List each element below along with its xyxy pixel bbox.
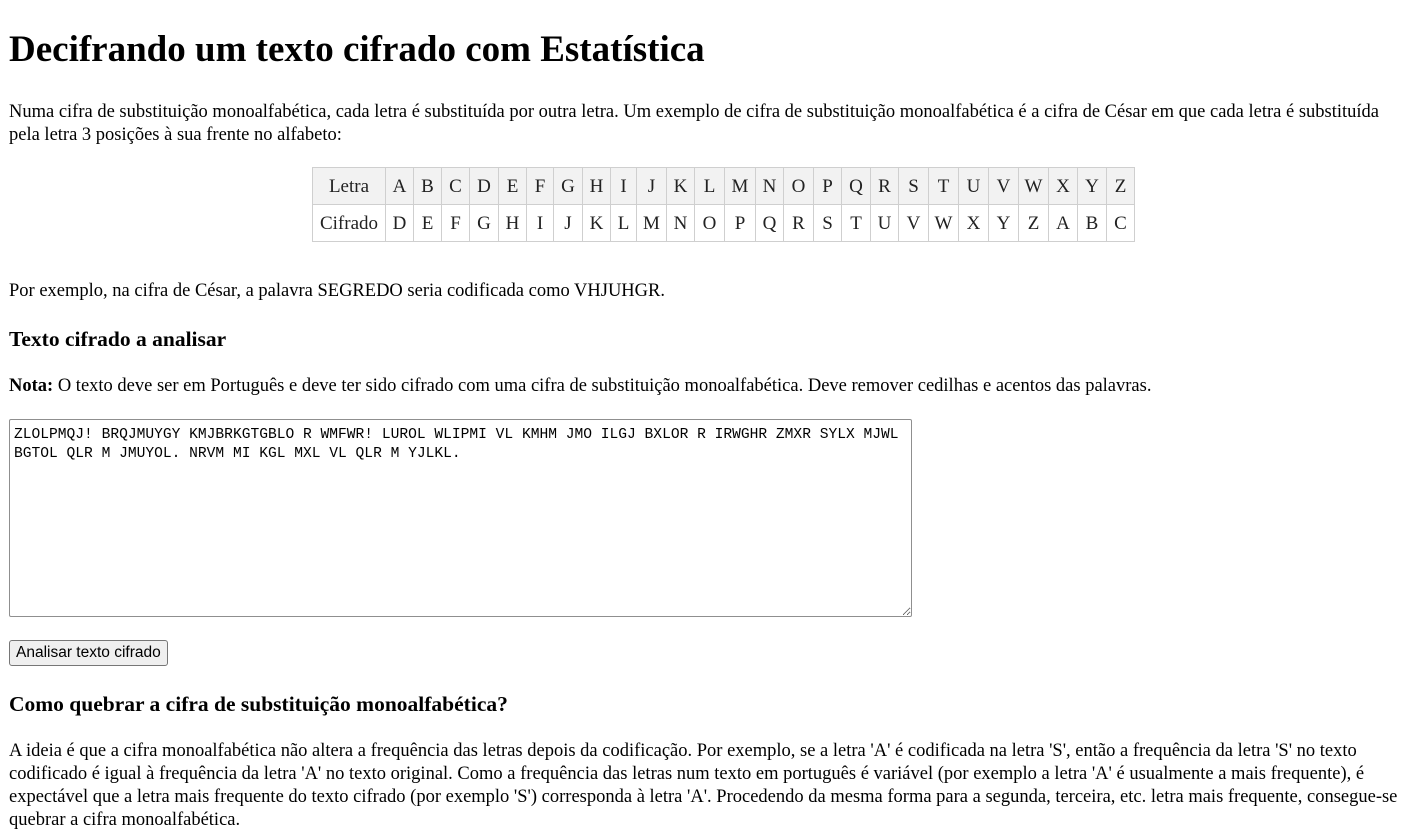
note-label: Nota:	[9, 376, 54, 396]
cipher-cell: F	[442, 205, 470, 242]
letter-cell: L	[695, 168, 725, 205]
letter-cell: M	[725, 168, 756, 205]
cipher-cell: M	[637, 205, 667, 242]
caesar-cipher-table	[312, 167, 1135, 242]
cipher-cell: L	[611, 205, 637, 242]
letter-cell: U	[959, 168, 989, 205]
cipher-cell: N	[667, 205, 695, 242]
cipher-cell: G	[470, 205, 499, 242]
analyze-button[interactable]: Analisar texto cifrado	[9, 640, 168, 666]
cipher-cell: C	[1107, 205, 1135, 242]
letter-cell: I	[611, 168, 637, 205]
letter-cell: C	[442, 168, 470, 205]
cipher-cell: V	[899, 205, 929, 242]
cipher-cell: E	[414, 205, 442, 242]
note-text: O texto deve ser em Português e deve ter sido cifrado com uma cifra de substituição monoalfabética. Deve remover cedilhas e acentos das palavras.	[53, 376, 1152, 396]
letter-cell: Y	[1078, 168, 1107, 205]
letter-cell: S	[899, 168, 929, 205]
letter-cell: J	[637, 168, 667, 205]
cipher-cell: O	[695, 205, 725, 242]
letter-cell: W	[1019, 168, 1049, 205]
input-section-heading: Texto cifrado a analisar	[9, 327, 227, 351]
cipher-cell: K	[583, 205, 611, 242]
example-paragraph: Por exemplo, na cifra de César, a palavra SEGREDO seria codificada como VHJUHGR.	[9, 281, 665, 301]
letter-cell: Q	[842, 168, 871, 205]
letter-cell: G	[554, 168, 583, 205]
cipher-cell: Q	[756, 205, 784, 242]
plain-letters-row	[313, 168, 1135, 205]
cipher-cell: Z	[1019, 205, 1049, 242]
note-paragraph	[9, 375, 1151, 398]
page-title: Decifrando um texto cifrado com Estatística	[9, 29, 705, 70]
letter-cell: O	[784, 168, 814, 205]
cipher-cell: B	[1078, 205, 1107, 242]
letter-cell: P	[814, 168, 842, 205]
howto-paragraph: A ideia é que a cifra monoalfabética não altera a frequência das letras depois da codificação. Por exemplo, se a letra 'A' é codificada na letra 'S', então a frequência da letra 'S' no texto codificado é igual à frequência da letra 'A' no texto original. Como a frequência das letras num texto em português é variável (por exemplo a letra 'A' é usualmente a mais frequente), é expectável que a letra mais frequente do texto cifrado (por exemplo 'S') corresponda à letra 'A'. Procedendo da mesma forma para a segunda, terceira, etc. letra mais frequente, consegue-se quebrar a cifra monoalfabética.	[9, 741, 1398, 830]
cipher-cell: D	[386, 205, 414, 242]
cipher-row-header: Cifrado	[313, 205, 386, 242]
cipher-cell: J	[554, 205, 583, 242]
howto-section-heading: Como quebrar a cifra de substituição monoalfabética?	[9, 692, 508, 716]
cipher-letters-row	[313, 205, 1135, 242]
cipher-cell: R	[784, 205, 814, 242]
letters-row-header: Letra	[313, 168, 386, 205]
letter-cell: R	[871, 168, 899, 205]
cipher-cell: W	[929, 205, 959, 242]
letter-cell: A	[386, 168, 414, 205]
cipher-cell: A	[1049, 205, 1078, 242]
letter-cell: H	[583, 168, 611, 205]
letter-cell: B	[414, 168, 442, 205]
letter-cell: Z	[1107, 168, 1135, 205]
letter-cell: X	[1049, 168, 1078, 205]
cipher-cell: Y	[989, 205, 1019, 242]
cipher-cell: S	[814, 205, 842, 242]
letter-cell: T	[929, 168, 959, 205]
letter-cell: D	[470, 168, 499, 205]
letter-cell: V	[989, 168, 1019, 205]
cipher-cell: I	[527, 205, 554, 242]
cipher-cell: T	[842, 205, 871, 242]
ciphertext-input[interactable]	[9, 419, 912, 617]
letter-cell: N	[756, 168, 784, 205]
letter-cell: F	[527, 168, 554, 205]
cipher-cell: X	[959, 205, 989, 242]
letter-cell: E	[499, 168, 527, 205]
cipher-cell: H	[499, 205, 527, 242]
cipher-cell: P	[725, 205, 756, 242]
letter-cell: K	[667, 168, 695, 205]
intro-paragraph: Numa cifra de substituição monoalfabética, cada letra é substituída por outra letra. Um exemplo de cifra de substituição monoalfabética é a cifra de César em que cada letra é substituída pela letra 3 posições à sua frente no alfabeto:	[9, 102, 1379, 145]
cipher-cell: U	[871, 205, 899, 242]
